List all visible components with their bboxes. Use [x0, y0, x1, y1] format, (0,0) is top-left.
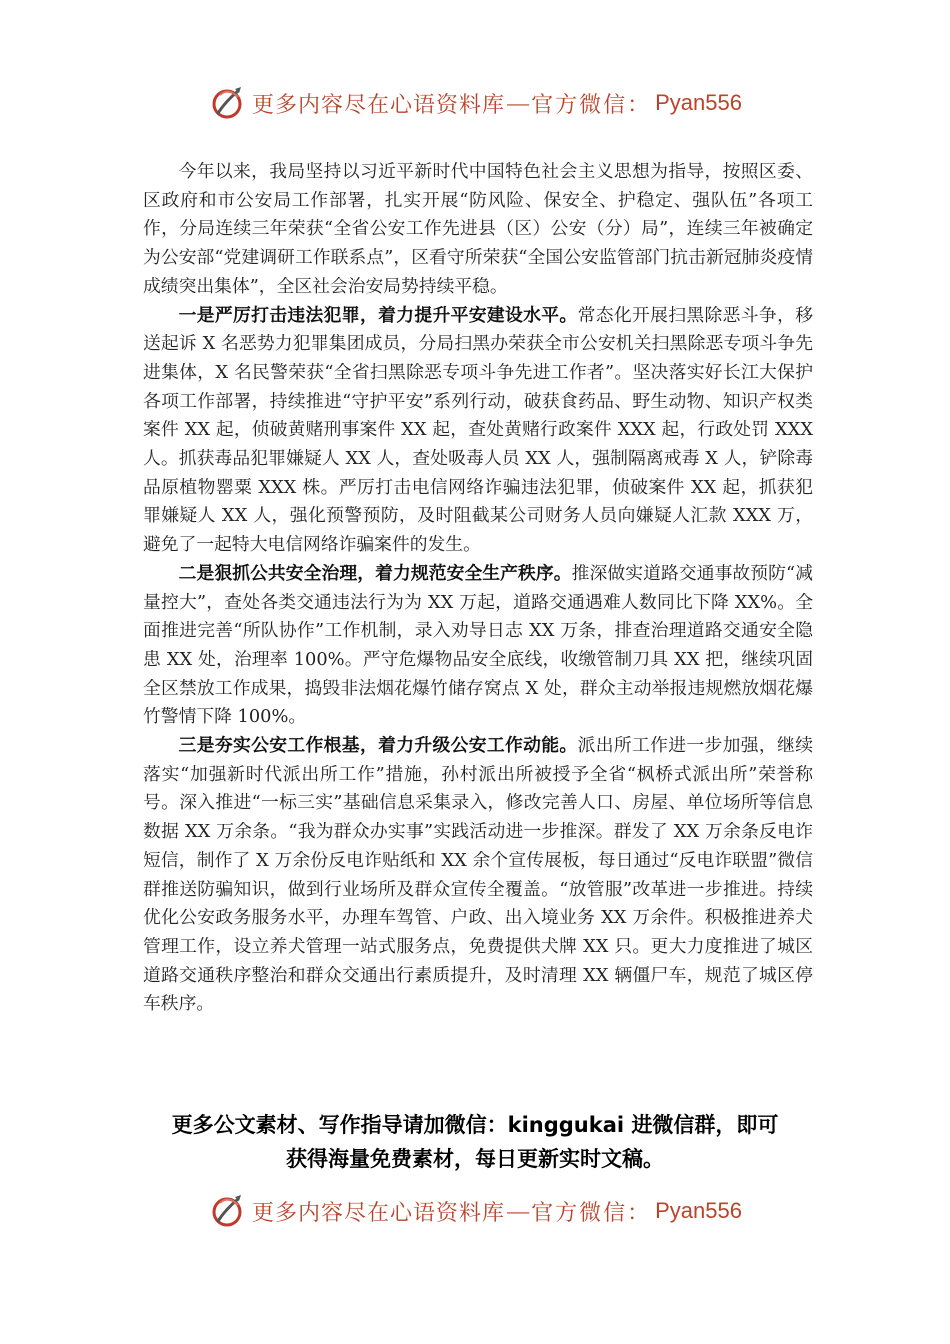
banner-separator: —: [507, 1198, 530, 1223]
document-body: [143, 158, 813, 1019]
pen-swirl-logo-icon: [208, 1191, 248, 1231]
section-one-heading: 一是严厉打击违法犯罪，着力提升平安建设水平。: [178, 304, 578, 326]
promo-line-2: 获得海量免费素材，每日更新实时文稿。: [286, 1147, 664, 1171]
section-three-heading: 三是夯实公安工作根基，着力升级公安工作动能。: [178, 735, 578, 757]
header-banner: [0, 78, 950, 128]
section-two-heading: 二是狠抓公共安全治理，着力规范安全生产秩序。: [178, 562, 572, 584]
banner-wechat-id: Pyan556: [655, 90, 742, 115]
banner-wechat-id: Pyan556: [655, 1198, 742, 1223]
section-two-paragraph: [143, 560, 813, 732]
banner-wechat-label: 官方微信：: [531, 92, 652, 118]
footer-banner: [0, 1186, 950, 1236]
banner-separator: —: [507, 90, 530, 115]
promo-notice: [120, 1108, 830, 1176]
promo-line-1: 更多公文素材、写作指导请加微信：kinggukai 进微信群，即可: [171, 1113, 779, 1137]
intro-paragraph: [143, 158, 813, 302]
banner-wechat-label: 官方微信：: [531, 1200, 652, 1226]
banner-brand-text: 更多内容尽在心语资料库: [252, 92, 506, 118]
section-one-paragraph: [143, 302, 813, 560]
section-three-paragraph: [143, 732, 813, 1019]
paragraph-text: 推深做实道路交通事故预防“减量控大”，查处各类交通违法行为为 XX 万起，道路交通遇难人数同比下降 XX%。全面推进完善“所队协作”工作机制，录入劝导日志 XX 万条，排查治理道路交通安全隐患 XX 处，治理率 100%。严守危爆物品安全底线，收缴管制刀具 XX 把，继续巩固全区禁放工作成果，捣毁非法烟花爆竹储存窝点 X 处，群众主动举报违规燃放烟花爆竹警情下降 100%。: [143, 562, 813, 728]
paragraph-text: 派出所工作进一步加强，继续落实“加强新时代派出所工作”措施，孙村派出所被授予全省“枫桥式派出所”荣誉称号。深入推进“一标三实”基础信息采集录入，修改完善人口、房屋、单位场所等信息数据 XX 万余条。“我为群众办实事”实践活动进一步推深。群发了 XX 万余条反电诈短信，制作了 X 万余份反电诈贴纸和 XX 余个宣传展板，每日通过“反电诈联盟”微信群推送防骗知识，做到行业场所及群众宣传全覆盖。“放管服”改革进一步推进。持续优化公安政务服务水平，办理车驾管、户政、出入境业务 XX 万余件。积极推进养犬管理工作，设立养犬管理一站式服务点，免费提供犬牌 XX 只。更大力度推进了城区道路交通秩序整治和群众交通出行素质提升，及时清理 XX 辆僵尸车，规范了城区停车秩序。: [143, 735, 813, 1015]
pen-swirl-logo-icon: [208, 83, 248, 123]
paragraph-text: 今年以来，我局坚持以习近平新时代中国特色社会主义思想为指导，按照区委、区政府和市公安局工作部署，扎实开展“防风险、保安全、护稳定、强队伍”各项工作，分局连续三年荣获“全省公安工作先进县（区）公安（分）局”，连续三年被确定为公安部“党建调研工作联系点”，区看守所荣获“全国公安监管部门抗击新冠肺炎疫情成绩突出集体”，全区社会治安局势持续平稳。: [143, 161, 813, 297]
paragraph-text: 常态化开展扫黑除恶斗争，移送起诉 X 名恶势力犯罪集团成员，分局扫黑办荣获全市公安机关扫黑除恶专项斗争先进集体，X 名民警荣获“全省扫黑除恶专项斗争先进工作者”。坚决落实好长江大保护各项工作部署，持续推进“守护平安”系列行动，破获食药品、野生动物、知识产权类案件 XX 起，侦破黄赌刑事案件 XX 起，查处黄赌行政案件 XXX 起，行政处罚 XXX 人。抓获毒品犯罪嫌疑人 XX 人，查处吸毒人员 XX 人，强制隔离戒毒 X 人，铲除毒品原植物罂粟 XXX 株。严厉打击电信网络诈骗违法犯罪，侦破案件 XX 起，抓获犯罪嫌疑人 XX 人，强化预警预防，及时阻截某公司财务人员向嫌疑人汇款 XXX 万，避免了一起特大电信网络诈骗案件的发生。: [143, 304, 813, 556]
banner-brand-text: 更多内容尽在心语资料库: [252, 1200, 506, 1226]
